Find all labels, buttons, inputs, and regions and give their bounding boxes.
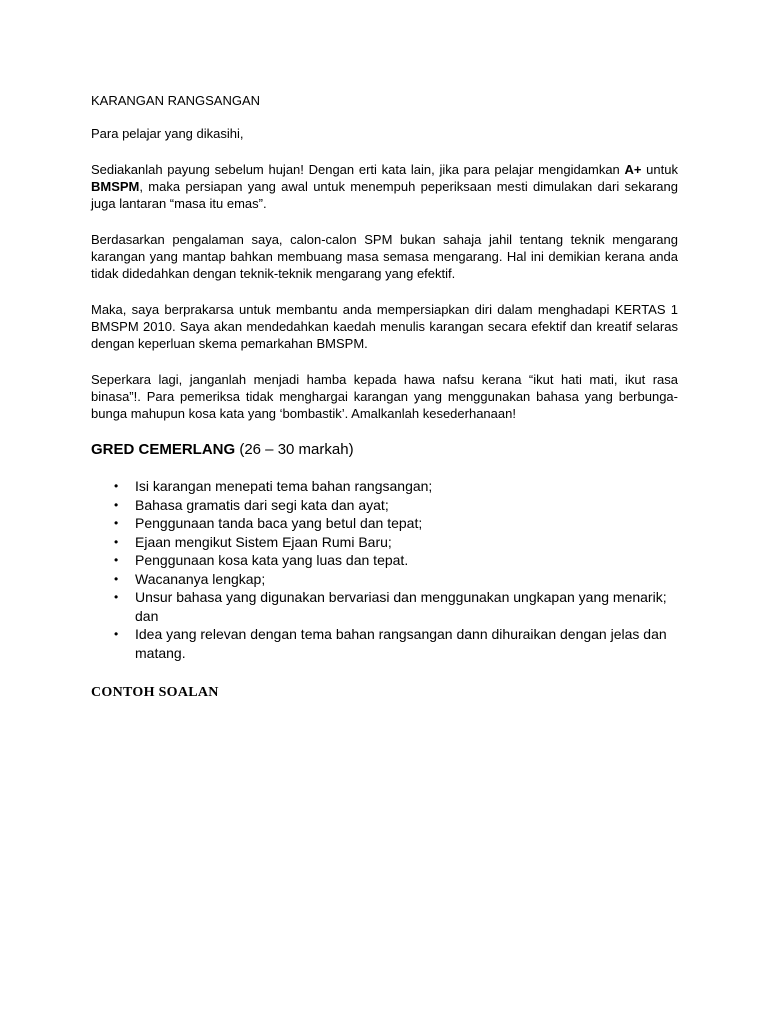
list-item-text: Isi karangan menepati tema bahan rangsangan; bbox=[135, 478, 433, 494]
grade-heading bbox=[91, 441, 678, 459]
list-item-text: Wacananya lengkap; bbox=[135, 570, 266, 587]
list-item bbox=[91, 588, 678, 625]
list-item bbox=[91, 477, 678, 496]
list-item-text: Bahasa gramatis dari segi kata dan ayat; bbox=[135, 496, 389, 513]
list-item-text: Penggunaan tanda baca yang betul dan tepat; bbox=[135, 515, 423, 531]
list-item bbox=[91, 551, 678, 570]
section-heading-contoh-soalan: CONTOH SOALAN bbox=[91, 685, 219, 700]
bullet-icon: • bbox=[114, 497, 119, 512]
bullet-icon: • bbox=[114, 534, 119, 549]
bullet-icon: • bbox=[114, 553, 119, 567]
subject-bmspm: BMSPM bbox=[91, 179, 140, 194]
paragraph-intro bbox=[91, 161, 678, 212]
list-item-text: Ejaan mengikut Sistem Ejaan Rumi Baru; bbox=[135, 533, 392, 550]
paragraph-intro-text-1: Sediakanlah payung sebelum hujan! Dengan erti kata lain, jika para pelajar mengidamkan bbox=[91, 162, 625, 177]
list-item bbox=[91, 570, 678, 589]
salutation: Para pelajar yang dikasihi, bbox=[91, 126, 244, 141]
paragraph-help: Maka, saya berprakarsa untuk membantu anda mempersiapkan diri dalam menghadapi KERTAS 1 BMSPM 2010. Saya akan mendedahkan kaedah menulis karangan secara efektif dan kreatif selaras dengan keperluan skema pemarkahan BMSPM. bbox=[91, 302, 678, 351]
paragraph-experience: Berdasarkan pengalaman saya, calon-calon SPM bukan sahaja jahil tentang teknik mengarang karangan yang mantap bahkan membuang masa semasa mengarang. Hal ini demikian kerana anda tidak didedahkan dengan teknik-teknik mengarang yang efektif. bbox=[91, 232, 678, 281]
bullet-icon: • bbox=[114, 627, 119, 641]
list-item bbox=[91, 496, 678, 515]
bullet-icon: • bbox=[114, 479, 119, 493]
grade-range: (26 – 30 markah) bbox=[235, 441, 354, 458]
list-item-text: Unsur bahasa yang digunakan bervariasi dan menggunakan ungkapan yang menarik; dan bbox=[135, 589, 667, 624]
criteria-list bbox=[91, 477, 678, 662]
bullet-icon: • bbox=[114, 516, 119, 530]
list-item bbox=[91, 533, 678, 552]
list-item-text: Penggunaan kosa kata yang luas dan tepat. bbox=[135, 552, 409, 568]
list-item-text: Idea yang relevan dengan tema bahan rangsangan dann dihuraikan dengan jelas dan matang. bbox=[135, 626, 667, 661]
document-title: KARANGAN RANGSANGAN bbox=[91, 93, 261, 108]
list-item bbox=[91, 514, 678, 533]
paragraph-advice: Seperkara lagi, janganlah menjadi hamba kepada hawa nafsu kerana “ikut hati mati, ikut rasa binasa”!. Para pemeriksa tidak menghargai karangan yang menggunakan bahasa yang berbunga-bunga mahupun kosa kata yang ‘bombastik’. Amalkanlah kesederhanaan! bbox=[91, 372, 678, 421]
grade-label: GRED CEMERLANG bbox=[91, 441, 236, 458]
paragraph-intro-text-2: untuk bbox=[641, 162, 678, 177]
list-item bbox=[91, 625, 678, 662]
grade-a-plus: A+ bbox=[624, 162, 642, 177]
bullet-icon: • bbox=[114, 590, 119, 604]
bullet-icon: • bbox=[114, 571, 119, 586]
document-page bbox=[91, 93, 678, 702]
paragraph-intro-text-3: , maka persiapan yang awal untuk menempuh peperiksaan mesti dimulakan dari sekarang juga lantaran “masa itu emas”. bbox=[91, 179, 678, 211]
